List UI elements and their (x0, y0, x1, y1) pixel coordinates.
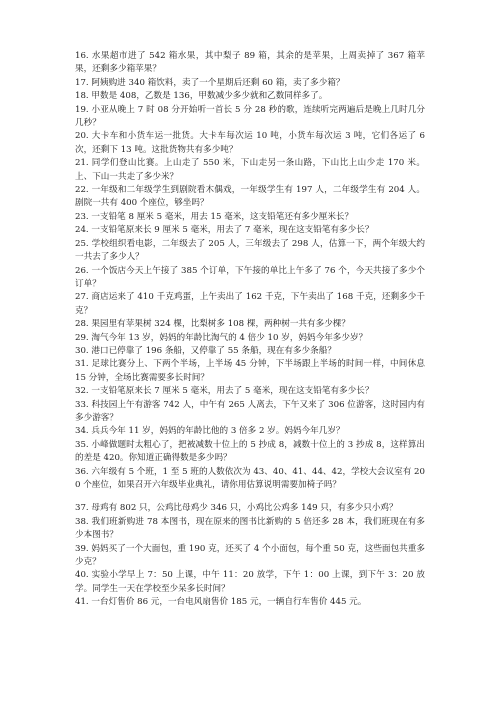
problem-23: 23. 一支铅笔 8 厘米 5 毫米，用去 15 毫米，这支铅笔还有多少厘米长？ (75, 211, 354, 222)
problem-32: 32. 一支铅笔原来长 7 厘米 5 毫米，用去了 5 毫米，现在这支铅笔有多少长？ (75, 386, 374, 397)
problem-37: 37. 母鸡有 802 只，公鸡比母鸡少 346 只，小鸡比公鸡多 149 只，有多少只小鸡？ (75, 503, 398, 514)
problem-36: 36. 六年级有 5 个班，1 至 5 班的人数依次为 43、40、41、44、42，学校大会议室有 200 个座位，如果召开六年级毕业典礼，请你用估算说明需要加椅子吗？ (75, 466, 425, 490)
problem-28: 28. 果园里有苹果树 324 棵，比梨树多 108 棵，两种树一共有多少棵？ (75, 319, 350, 330)
problem-26: 26. 一个饭店今天上午接了 385 个订单，下午接的单比上午多了 76 个，今天共接了多少个订单？ (75, 265, 425, 289)
problem-27: 27. 商店运来了 410 千克鸡蛋，上午卖出了 162 千克，下午卖出了 168 千克，还剩多少千克？ (75, 292, 425, 316)
problem-16: 16. 水果超市进了 542 箱水果，其中梨子 89 箱，其余的是苹果，上周卖掉了 367 箱苹果，还剩多少箱苹果？ (75, 51, 425, 75)
problem-list (75, 50, 425, 610)
problem-29: 29. 淘气今年 13 岁，妈妈的年龄比淘气的 4 倍少 10 岁，妈妈今年多少岁？ (75, 332, 368, 343)
problem-33: 33. 科技园上午有游客 742 人，中午有 265 人离去，下午又来了 306 位游客，这时园内有多少游客？ (75, 399, 425, 423)
problem-31: 31. 足球比赛分上、下两个半场，上半场 45 分钟，下半场跟上半场的时间一样，中间休息 15 分钟，全场比赛需要多长时间？ (75, 359, 425, 383)
problem-41: 41. 一台灯售价 86 元，一台电风扇售价 185 元，一辆自行车售价 445 元。 (75, 597, 367, 608)
problem-22: 22. 一年级和二年级学生到剧院看木偶戏，一年级学生有 197 人，二年级学生有 204 人。剧院一共有 400 个座位，够坐吗？ (75, 185, 425, 209)
problem-24: 24. 一支铅笔原来长 9 厘米 5 毫米，用去了 7 毫米，现在这支铅笔有多少长？ (75, 225, 374, 236)
problem-20: 20. 大卡车和小货车运一批货。大卡车每次运 10 吨，小货车每次运 3 吨，它们各运了 6 次，还剩下 13 吨。这批货物共有多少吨？ (75, 131, 425, 155)
problem-18: 18. 甲数是 408，乙数是 136，甲数减少多少就和乙数同样多了。 (75, 91, 328, 102)
paragraph-gap (75, 492, 425, 502)
problem-17: 17. 阿姨购进 340 箱饮料，卖了一个星期后还剩 60 箱，卖了多少箱？ (75, 77, 345, 88)
problem-25: 25. 学校组织看电影，二年级去了 205 人，三年级去了 298 人，估算一下，两个年级大约一共去了多少人？ (75, 238, 425, 263)
problem-39: 39. 妈妈买了一个大面包，重 190 克，还买了 4 个小面包，每个重 50 克，这些面包共重多少克？ (75, 543, 425, 568)
problem-35: 35. 小峰做题时太粗心了，把被减数十位上的 5 抄成 8，减数十位上的 3 抄成 8，这样算出的差是 420。你知道正确得数是多少吗？ (75, 439, 425, 464)
problem-21: 21. 同学们登山比赛。上山走了 550 米，下山走另一条山路，下山比上山少走 170 米。上、下山一共走了多少米？ (75, 158, 425, 182)
problem-34: 34. 兵兵今年 11 岁，妈妈的年龄比他的 3 倍多 2 岁。妈妈今年几岁？ (75, 426, 345, 437)
problem-19: 19. 小亚从晚上 7 时 08 分开始听一首长 5 分 28 秒的歌，连续听完两遍后是晚上几时几分几秒？ (75, 104, 425, 129)
problem-38: 38. 我们班新购进 78 本图书，现在原来的图书比新购的 5 倍还多 28 本，我们班现在有多少本图书？ (75, 516, 425, 541)
problem-30: 30. 港口已停靠了 196 条船，又停靠了 55 条船，现在有多少条船？ (75, 345, 336, 356)
problem-40: 40. 实验小学早上 7：50 上课，中午 11：20 放学，下午 1：00 上课，到下午 3：20 放学。同学生一天在学校至少呆多长时间？ (75, 570, 425, 594)
